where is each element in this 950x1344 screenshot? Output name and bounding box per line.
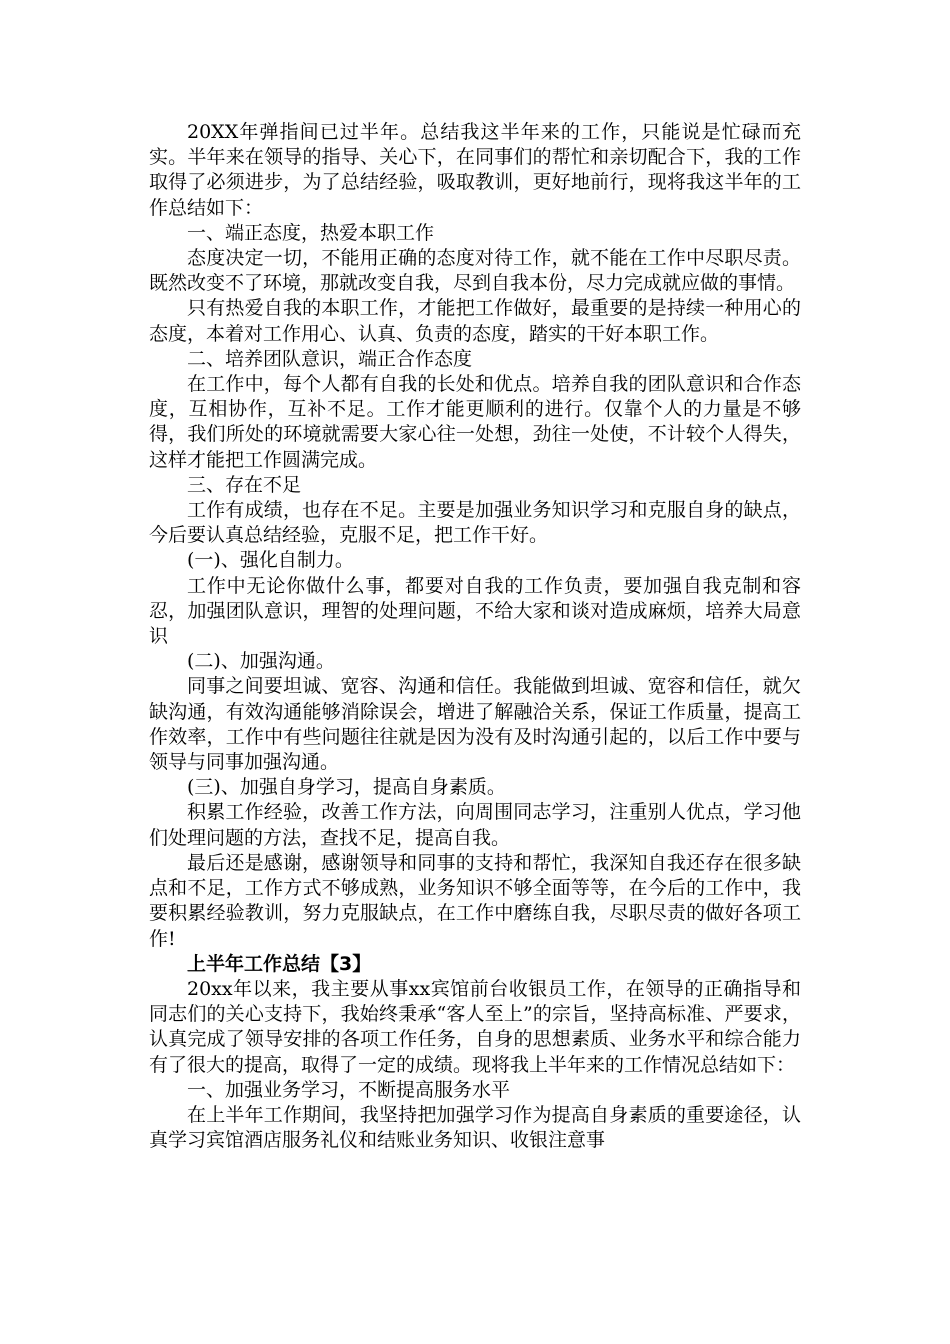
paragraph-self-control: 工作中无论你做什么事，都要对自我的工作负责，要加强自我克制和容忍，加强团队意识，理智的处理问题，不给大家和谈对造成麻烦，培养大局意识 [149, 574, 801, 648]
paragraph-attitude: 态度决定一切，不能用正确的态度对待工作，就不能在工作中尽职尽责。既然改变不了环境，那就改变自我，尽到自我本份，尽力完成就应做的事情。 [149, 247, 801, 295]
subheading-self-control: (一)、强化自制力。 [187, 549, 354, 572]
document-heading: 上半年工作总结【3】 [187, 952, 372, 975]
paragraph-closing: 最后还是感谢，感谢领导和同事的支持和帮忙，我深知自我还存在很多缺点和不足，工作方式不够成熟，业务知识不够全面等等，在今后的工作中，我要积累经验教训，努力克服缺点，在工作中磨练自我，尽职尽责的做好各项工作! [149, 851, 801, 950]
section-heading-team: 二、培养团队意识，端正合作态度 [187, 347, 473, 370]
document-body [149, 120, 801, 1153]
paragraph-intro: 20XX年弹指间已过半年。总结我这半年来的工作，只能说是忙碌而充实。半年来在领导的指导、关心下，在同事们的帮忙和亲切配合下，我的工作取得了必须进步，为了总结经验，吸取教训，更好地前行，现将我这半年的工作总结如下： [149, 121, 801, 219]
section-heading-shortcomings: 三、存在不足 [187, 473, 302, 496]
paragraph-study: 在上半年工作期间，我坚持把加强学习作为提高自身素质的重要途径，认真学习宾馆酒店服务礼仪和结账业务知识、收银注意事 [149, 1103, 801, 1152]
paragraph-communication: 同事之间要坦诚、宽容、沟通和信任。我能做到坦诚、宽容和信任，就欠缺沟通，有效沟通能够消除误会，增进了解融洽关系，保证工作质量，提高工作效率，工作中有些问题往往就是因为没有及时沟通引起的，以后工作中要与领导与同事加强沟通。 [149, 675, 801, 774]
subheading-self-study: (三)、加强自身学习，提高自身素质。 [187, 776, 506, 799]
section-heading-study: 一、加强业务学习，不断提高服务水平 [187, 1078, 511, 1101]
paragraph-self-study: 积累工作经验，改善工作方法，向周围同志学习，注重别人优点，学习他们处理问题的方法，查找不足，提高自我。 [149, 801, 801, 849]
paragraph-second-intro: 20xx年以来，我主要从事xx宾馆前台收银员工作，在领导的正确指导和同志们的关心支持下，我始终秉承“客人至上”的宗旨，坚持高标准、严要求，认真完成了领导安排的各项工作任务，自身的思想素质、业务水平和综合能力有了很大的提高，取得了一定的成绩。现将我上半年来的工作情况总结如下： [149, 977, 801, 1076]
paragraph-love-work: 只有热爱自我的本职工作，才能把工作做好，最重要的是持续一种用心的态度，本着对工作用心、认真、负责的态度，踏实的干好本职工作。 [149, 297, 801, 345]
paragraph-team: 在工作中，每个人都有自我的长处和优点。培养自我的团队意识和合作态度，互相协作，互补不足。工作才能更顺利的进行。仅靠个人的力量是不够得，我们所处的环境就需要大家心往一处想，劲往一处使，不计较个人得失，这样才能把工作圆满完成。 [149, 373, 801, 471]
subheading-communication: (二)、加强沟通。 [187, 650, 335, 673]
paragraph-shortcomings: 工作有成绩，也存在不足。主要是加强业务知识学习和克服自身的缺点，今后要认真总结经验，克服不足，把工作干好。 [149, 499, 801, 547]
section-heading-attitude: 一、端正态度，热爱本职工作 [187, 221, 435, 244]
